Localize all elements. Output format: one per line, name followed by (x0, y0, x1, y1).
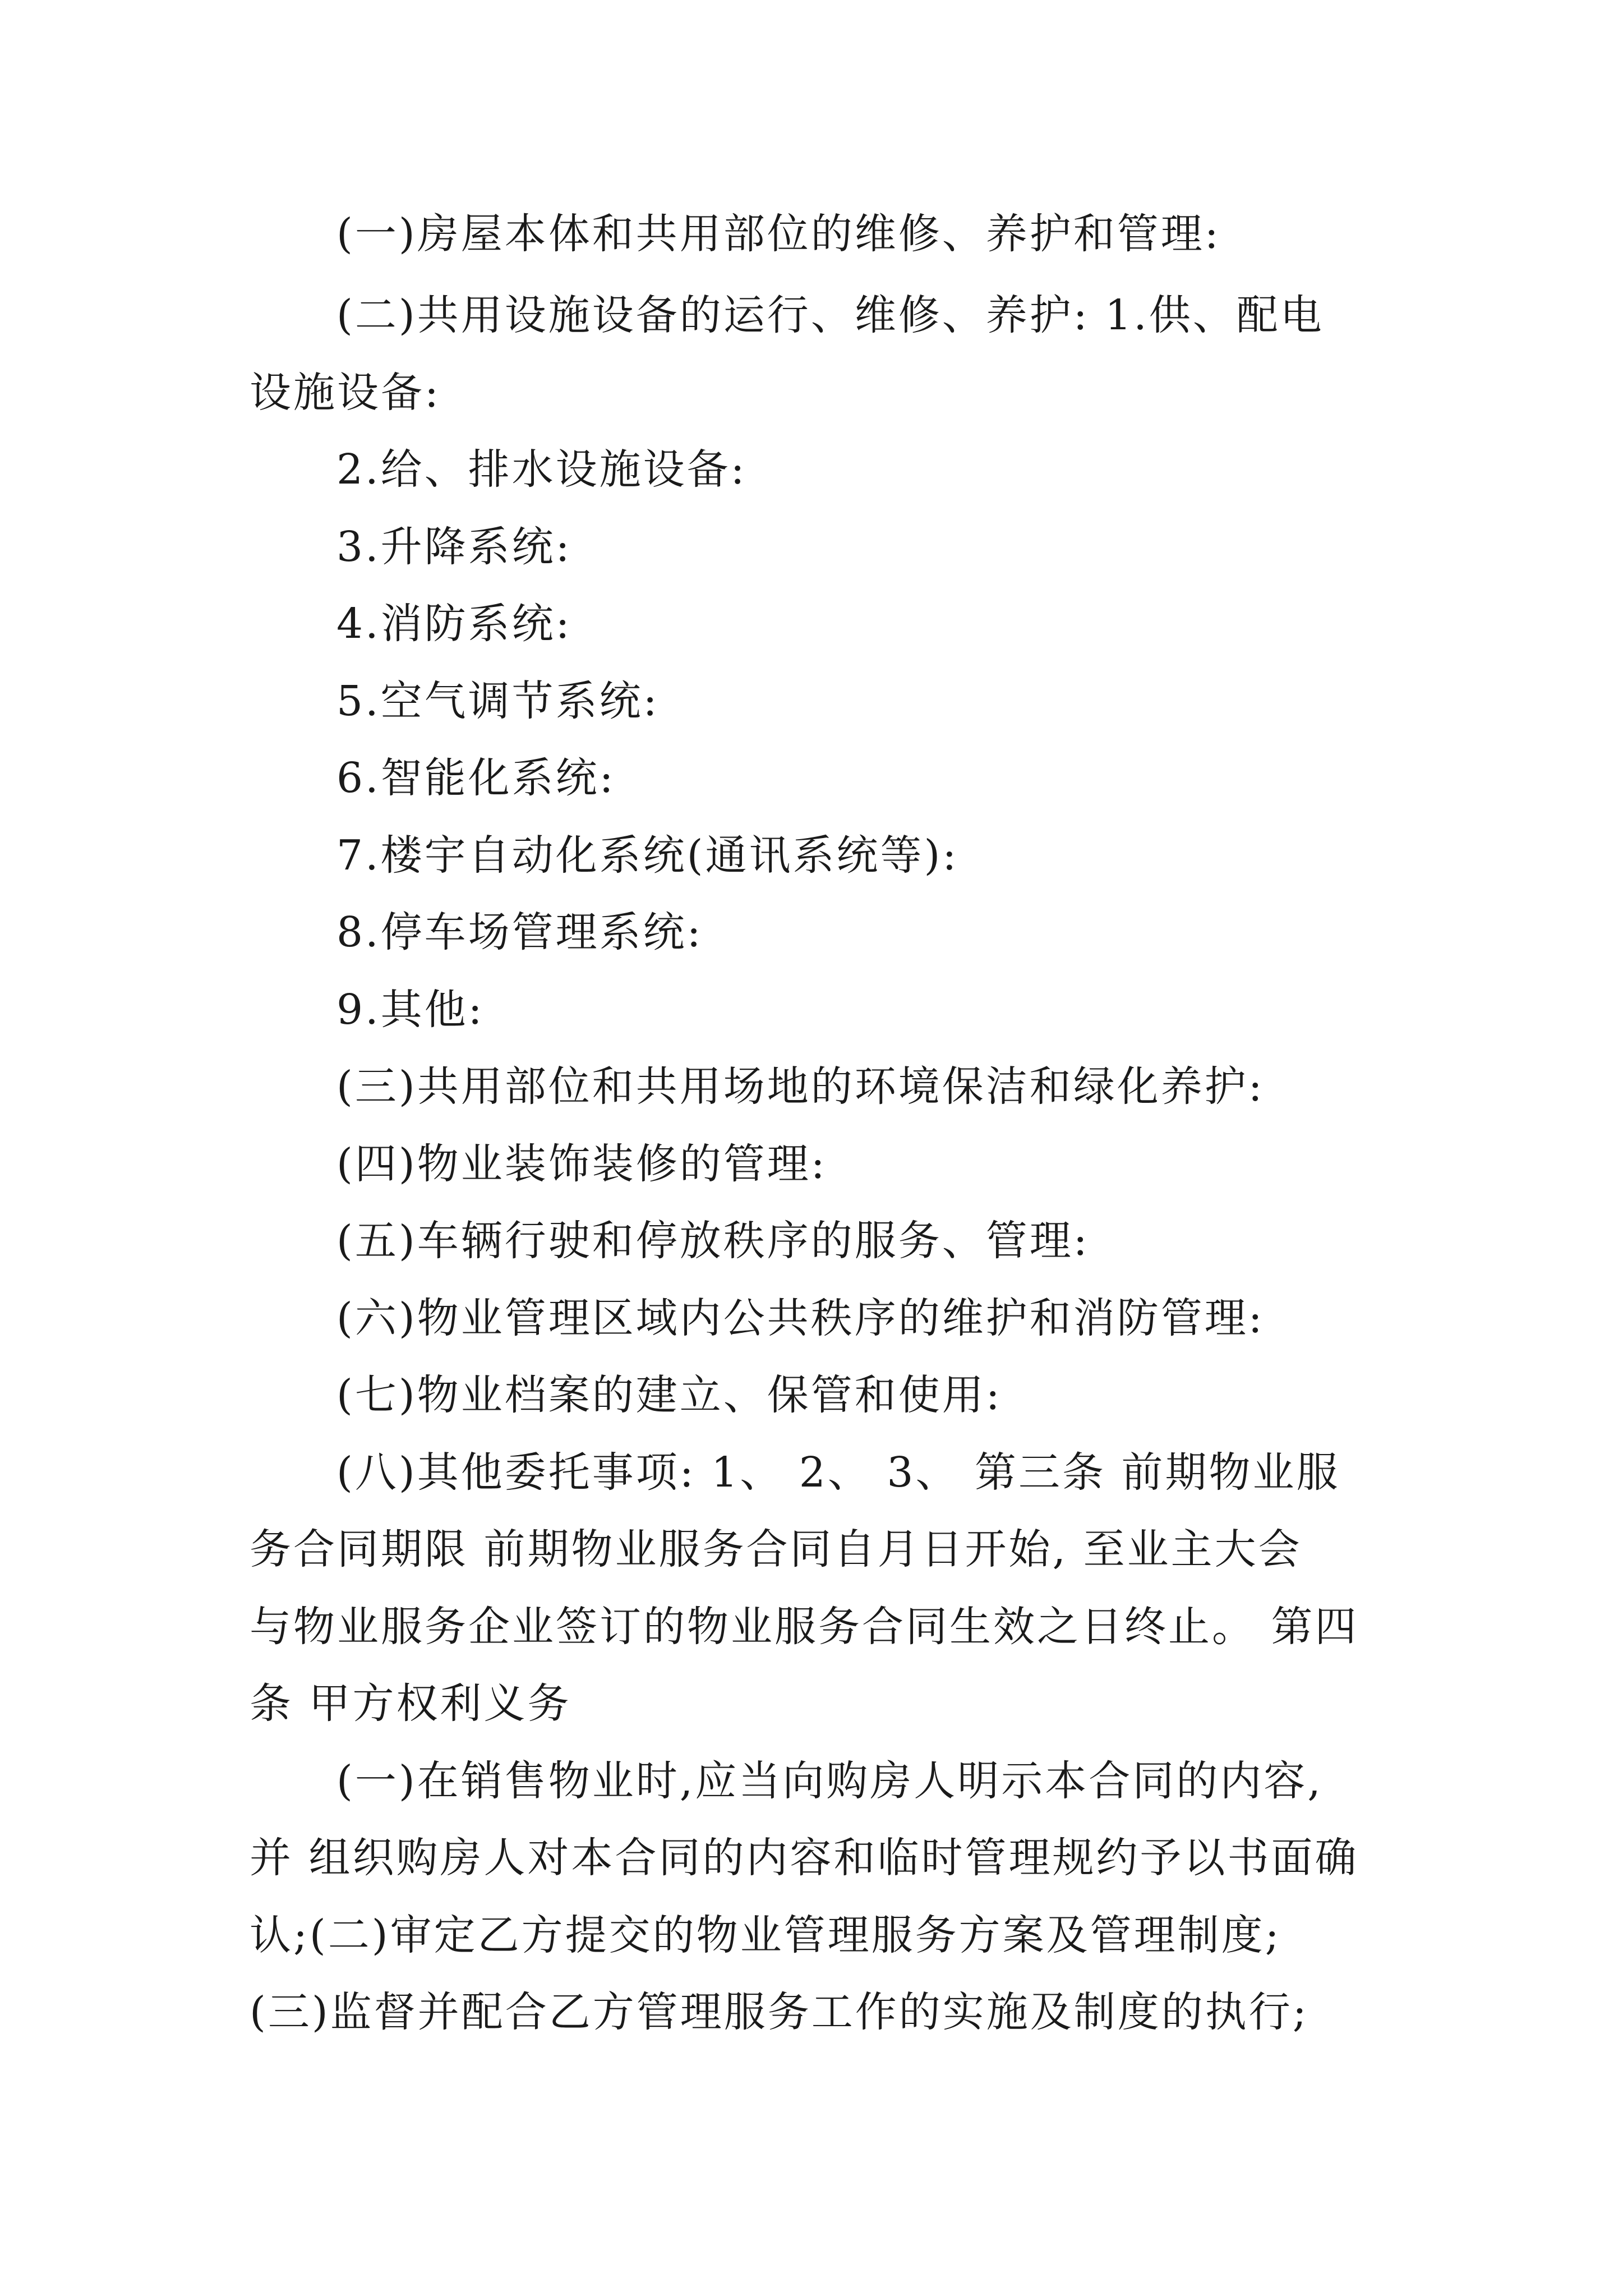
article-4-clause-1: (一)在销售物业时,应当向购房人明示本合同的内容, (336, 1757, 1323, 1805)
subitem-building-automation: 7.楼宇自动化系统(通讯系统等): (336, 831, 959, 880)
subitem-other: 9.其他: (336, 986, 485, 1034)
item-cleaning-greening: (三)共用部位和共用场地的环境保洁和绿化养护: (336, 1062, 1265, 1111)
article-4-heading: 条 甲方权利义务 (250, 1680, 571, 1728)
subitem-fire-protection: 4.消防系统: (336, 600, 572, 648)
item-shared-facilities: (二)共用设施设备的运行、维修、养护: 1.供、配电 (336, 291, 1324, 339)
item-decoration-management: (四)物业装饰装修的管理: (336, 1140, 827, 1188)
item-public-order: (六)物业管理区域内公共秩序的维护和消防管理: (336, 1294, 1265, 1342)
subitem-parking-system: 8.停车场管理系统: (336, 908, 703, 956)
subitem-water-drainage: 2.给、排水设施设备: (336, 445, 747, 494)
item-house-maintenance: (一)房屋本体和共用部位的维修、养护和管理: (336, 210, 1221, 258)
article-3-term-line-1: 务合同期限 前期物业服务合同自月日开始, 至业主大会 (250, 1525, 1302, 1573)
item-archives: (七)物业档案的建立、保管和使用: (336, 1371, 1002, 1419)
article-4-clause-2: 认;(二)审定乙方提交的物业管理服务方案及管理制度; (250, 1911, 1281, 1959)
subitem-intelligent-system: 6.智能化系统: (336, 754, 616, 802)
item-shared-facilities-cont: 设施设备: (250, 369, 441, 417)
article-4-clause-3: (三)监督并配合乙方管理服务工作的实施及制度的执行; (250, 1988, 1309, 2036)
subitem-elevator: 3.升降系统: (336, 523, 572, 571)
article-4-clause-1-cont: 并 组织购房人对本合同的内容和临时管理规约予以书面确 (250, 1834, 1359, 1882)
item-other-matters: (八)其他委托事项: 1、 2、 3、 第三条 前期物业服 (336, 1448, 1340, 1497)
subitem-air-conditioning: 5.空气调节系统: (336, 677, 660, 725)
article-3-term-line-2: 与物业服务企业签订的物业服务合同生效之日终止。 第四 (250, 1603, 1359, 1651)
item-vehicle-order: (五)车辆行驶和停放秩序的服务、管理: (336, 1217, 1090, 1265)
